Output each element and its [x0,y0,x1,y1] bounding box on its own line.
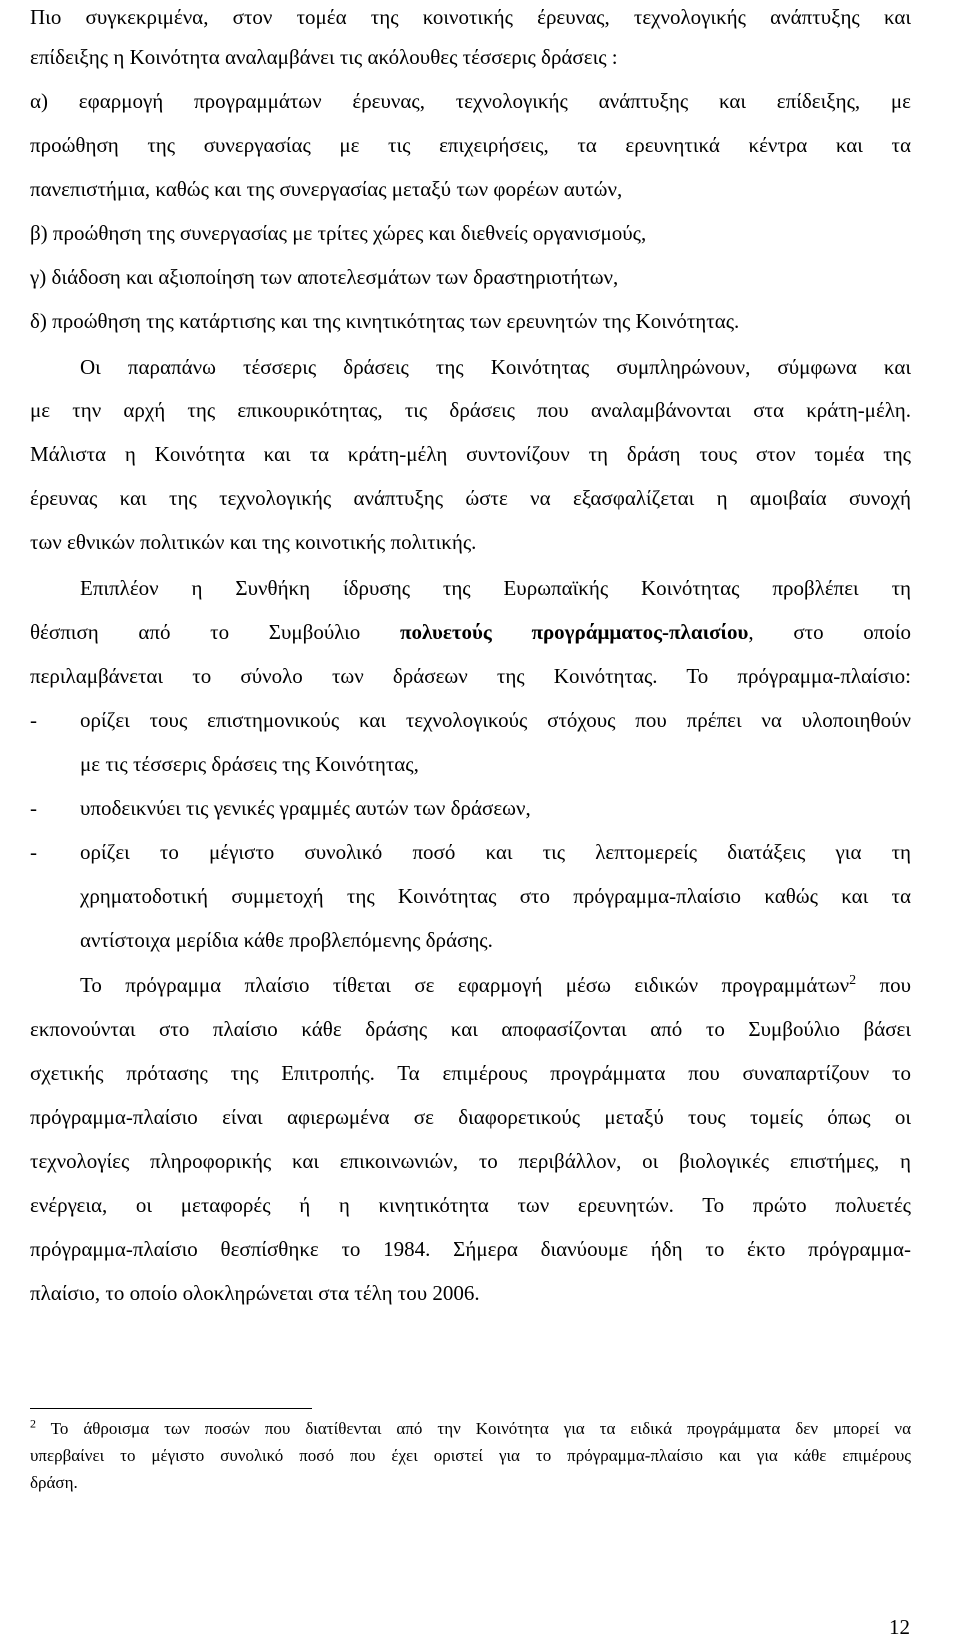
body-line: ενέργεια, οι μεταφορές ή η κινητικότητα των ερευνητών. Το πρώτο πολυετές [30,1193,911,1217]
bullet-item-continuation: αντίστοιχα μερίδια κάθε προβλεπόμενης δράσης. [80,928,493,952]
paragraph-first-line: Επιπλέον η Συνθήκη ίδρυσης της Ευρωπαϊκής Κοινότητας προβλέπει τη [80,576,911,600]
page-number: 12 [889,1615,910,1639]
footnote-separator [30,1408,312,1409]
bullet-item: υποδεικνύει τις γενικές γραμμές αυτών των δράσεων, [80,796,531,820]
body-line: Πιο συγκεκριμένα, στον τομέα της κοινοτικής έρευνας, τεχνολογικής ανάπτυξης και [30,5,911,29]
body-line: εκπονούνται στο πλαίσιο κάθε δράσης και αποφασίζονται από το Συμβούλιο βάσει [30,1017,911,1041]
body-line: επίδειξης η Κοινότητα αναλαμβάνει τις ακόλουθες τέσσερις δράσεις : [30,45,618,69]
paragraph-first-line-with-footnote-ref [80,972,911,998]
footnote-mark: 2 [30,1416,36,1431]
body-line: περιλαμβάνεται το σύνολο των δράσεων της Κοινότητας. Το πρόγραμμα-πλαίσιο: [30,664,911,688]
text-span: Το άθροισμα των ποσών που διατίθενται από την Κοινότητα για τα ειδικά προγράμματα δεν μπορεί να [36,1419,911,1438]
body-line: σχετικής πρότασης της Επιτροπής. Τα επιμέρους προγράμματα που συναπαρτίζουν το [30,1061,911,1085]
dash-bullet: - [30,796,37,820]
text-span: θέσπιση από το Συμβούλιο [30,620,400,644]
body-line-with-bold [30,619,911,645]
bullet-item: ορίζει τους επιστημονικούς και τεχνολογικούς στόχους που πρέπει να υλοποιηθούν [80,708,911,732]
footnote-line [30,1418,911,1440]
body-line: με την αρχή της επικουρικότητας, τις δράσεις που αναλαμβάνονται στα κράτη-μέλη. [30,398,911,422]
body-line: προώθηση της συνεργασίας με τις επιχειρήσεις, τα ερευνητικά κέντρα και τα [30,133,911,157]
dash-bullet: - [30,708,37,732]
body-line: των εθνικών πολιτικών και της κοινοτικής πολιτικής. [30,530,477,554]
bullet-item-continuation: με τις τέσσερις δράσεις της Κοινότητας, [80,752,419,776]
body-line: τεχνολογίες πληροφορικής και επικοινωνιών, το περιβάλλον, οι βιολογικές επιστήμες, η [30,1149,911,1173]
footnote-reference: 2 [849,973,857,988]
list-item-b: β) προώθηση της συνεργασίας με τρίτες χώρες και διεθνείς οργανισμούς, [30,221,647,245]
dash-bullet: - [30,840,37,864]
paragraph-first-line: Οι παραπάνω τέσσερις δράσεις της Κοινότητας συμπληρώνουν, σύμφωνα και [80,355,911,379]
body-line: πρόγραμμα-πλαίσιο θεσπίσθηκε το 1984. Σήμερα διανύουμε ήδη το έκτο πρόγραμμα- [30,1237,911,1261]
body-line: πανεπιστήμια, καθώς και της συνεργασίας μεταξύ των φορέων αυτών, [30,177,623,201]
text-span: , στο οποίο [748,620,911,644]
bullet-item-continuation: χρηματοδοτική συμμετοχή της Κοινότητας στο πρόγραμμα-πλαίσιο καθώς και τα [80,884,911,908]
text-span: Το πρόγραμμα πλαίσιο τίθεται σε εφαρμογή μέσω ειδικών προγραμμάτων [80,973,850,997]
bold-term: πολυετούς προγράμματος-πλαισίου [399,620,749,644]
body-line: πλαίσιο, το οποίο ολοκληρώνεται στα τέλη του 2006. [30,1281,480,1305]
list-item-a: α) εφαρμογή προγραμμάτων έρευνας, τεχνολογικής ανάπτυξης και επίδειξης, με [30,89,911,113]
bullet-item: ορίζει το μέγιστο συνολικό ποσό και τις λεπτομερείς διατάξεις για τη [80,840,911,864]
footnote-line: υπερβαίνει το μέγιστο συνολικό ποσό που έχει οριστεί για το πρόγραμμα-πλαίσιο και για κάθε επιμέρους [30,1446,911,1465]
body-line: έρευνας και της τεχνολογικής ανάπτυξης ώστε να εξασφαλίζεται η αμοιβαία συνοχή [30,486,911,510]
body-line: πρόγραμμα-πλαίσιο είναι αφιερωμένα σε διαφορετικούς μεταξύ τους τομείς όπως οι [30,1105,911,1129]
text-span: που [856,973,912,997]
list-item-d: δ) προώθηση της κατάρτισης και της κινητικότητας των ερευνητών της Κοινότητας. [30,309,740,333]
footnote-line: δράση. [30,1473,78,1492]
body-line: Μάλιστα η Κοινότητα και τα κράτη-μέλη συντονίζουν τη δράση τους στον τομέα της [30,442,911,466]
list-item-c: γ) διάδοση και αξιοποίηση των αποτελεσμάτων των δραστηριοτήτων, [30,265,619,289]
